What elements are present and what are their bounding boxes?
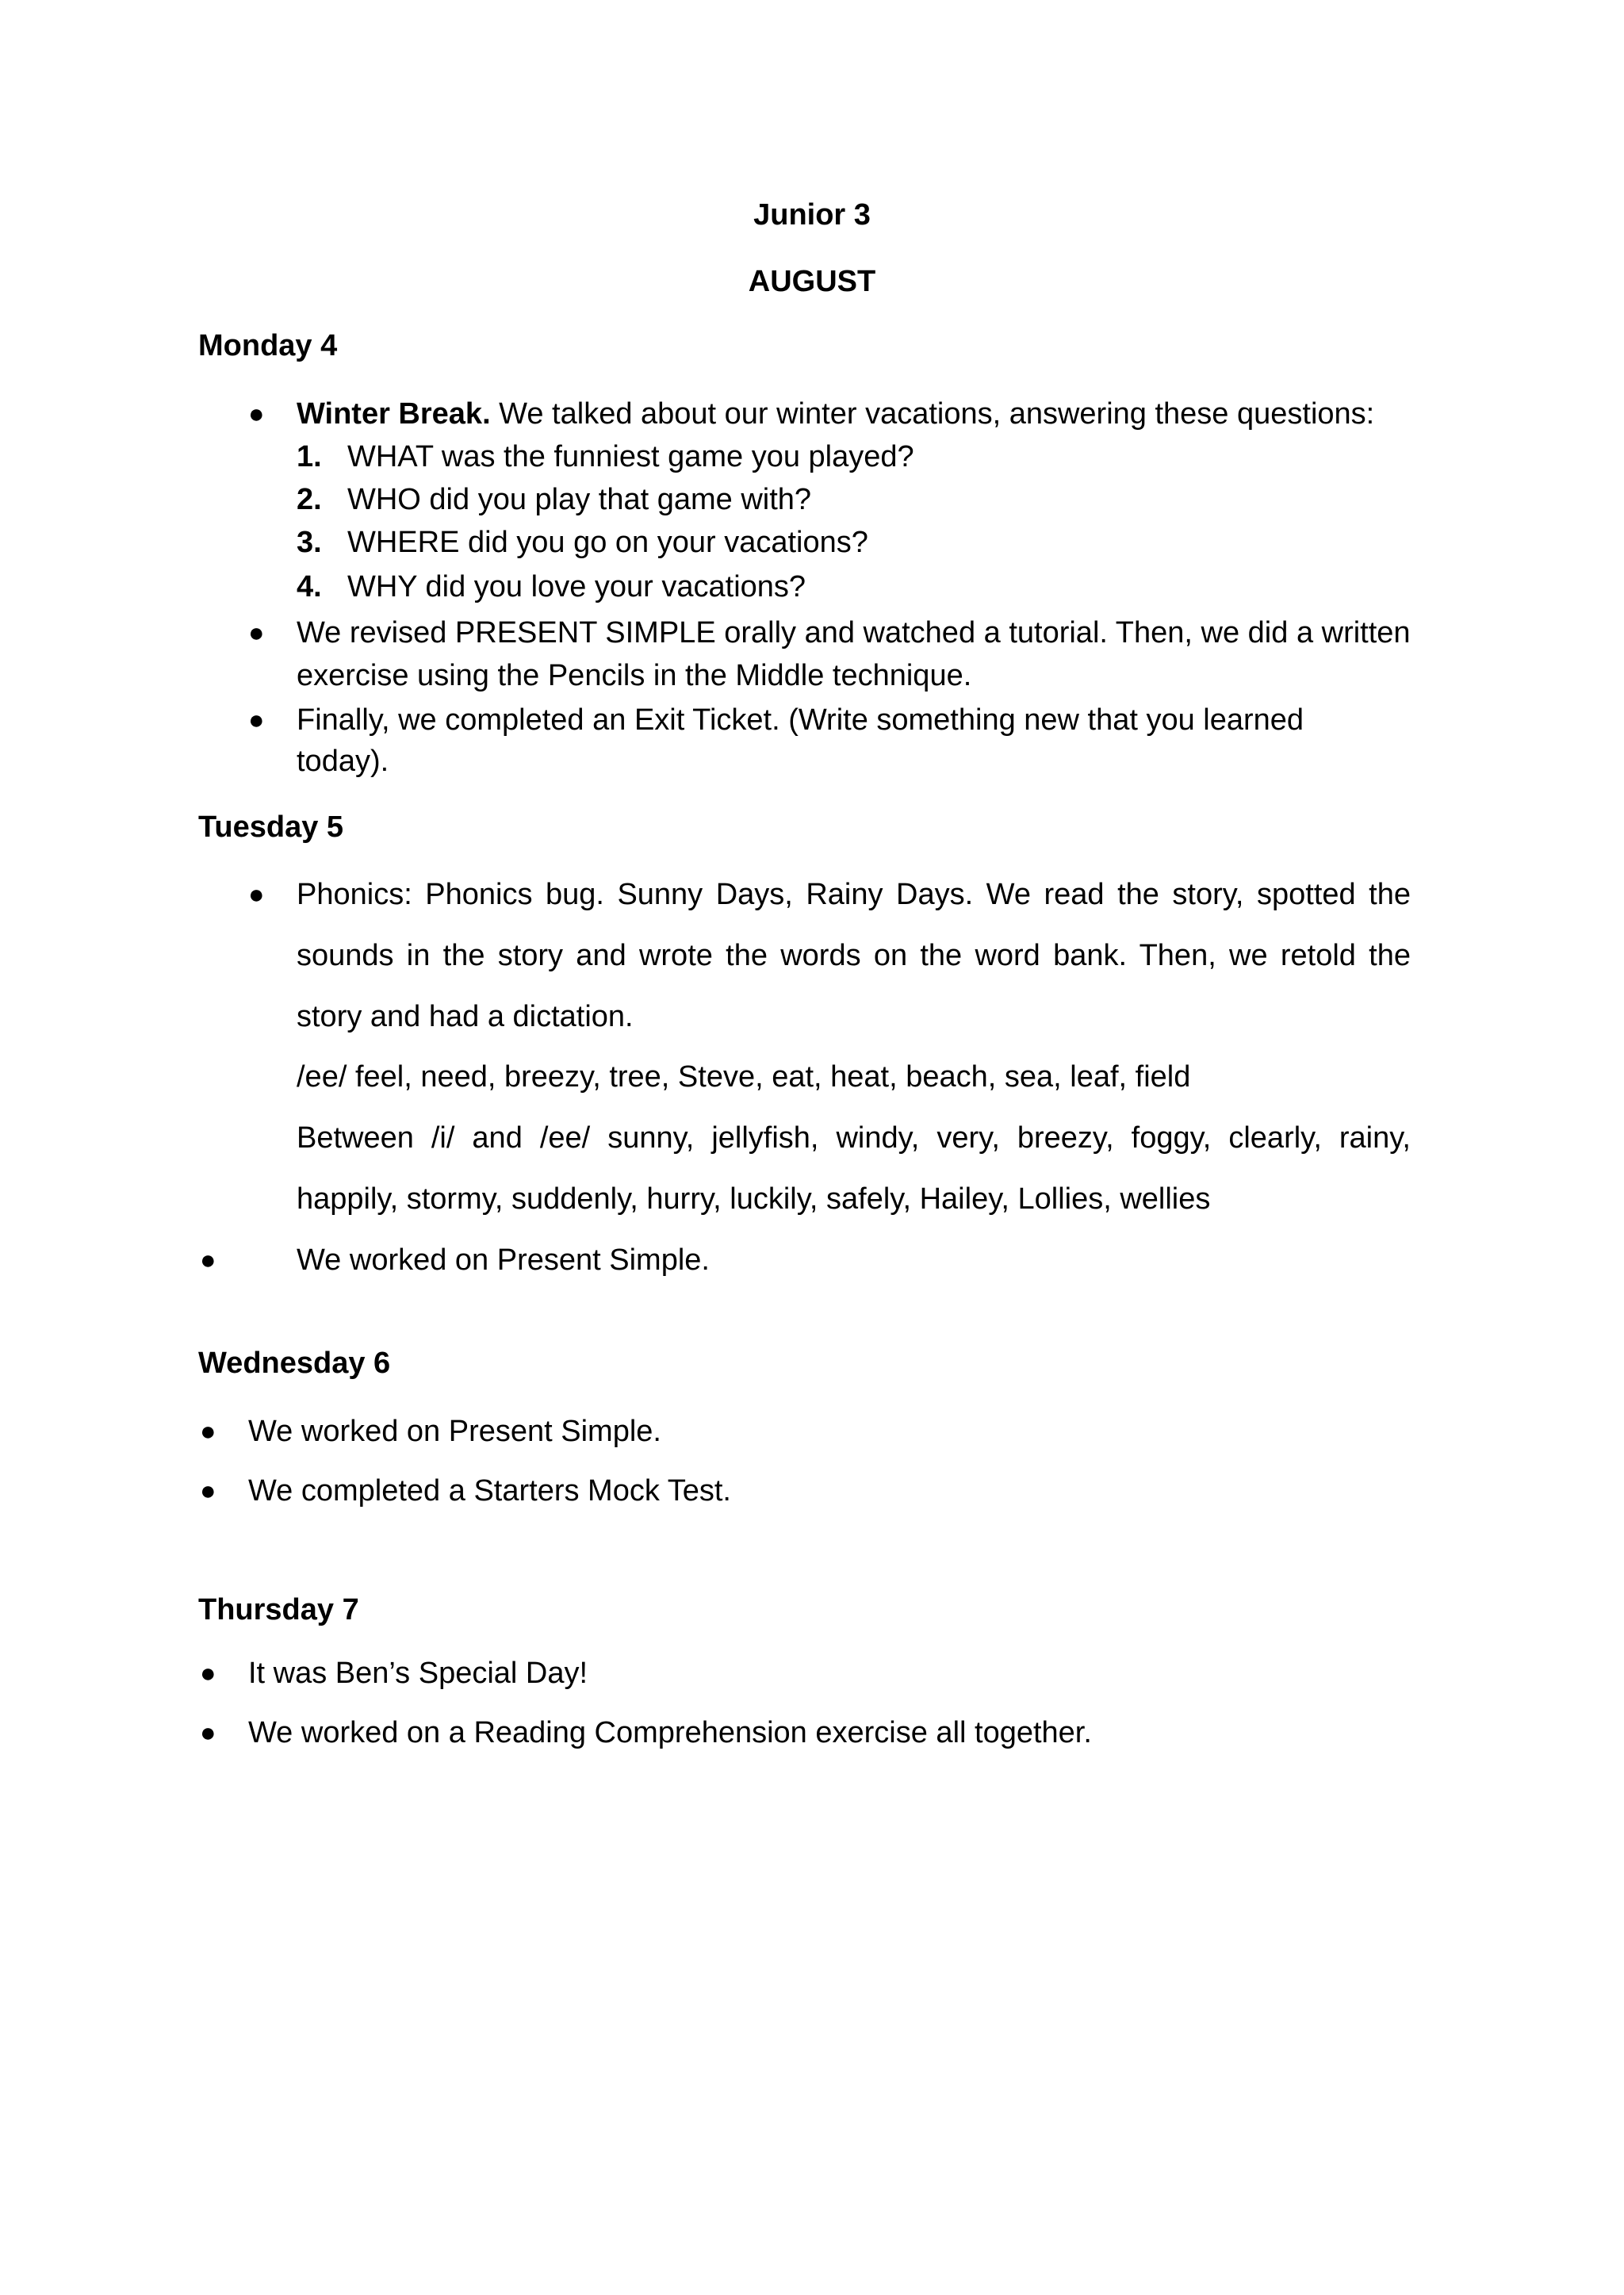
day-heading-thursday: Thursday 7 [198,1593,359,1626]
question-text: WHAT was the funniest game you played? [347,440,914,473]
winter-break-text: We talked about our winter vacations, answering these questions: [490,397,1375,431]
document-month: AUGUST [748,265,876,298]
question-number: 1. [297,440,322,473]
tuesday-between-line1: Between /i/ and /ee/ sunny, jellyfish, windy, very, breezy, foggy, clearly, rainy, [297,1121,1411,1155]
tuesday-ee-words: /ee/ feel, need, breezy, tree, Steve, eat, heat, beach, sea, leaf, field [297,1060,1191,1094]
bullet: ● [200,1245,216,1275]
question-number: 4. [297,570,322,603]
thursday-item-special-day: It was Ben’s Special Day! [248,1657,588,1690]
bullet: ● [248,618,265,648]
monday-item-present-simple-line2: exercise using the Pencils in the Middle technique. [297,659,972,692]
tuesday-item-present-simple: We worked on Present Simple. [297,1243,710,1277]
monday-item-present-simple-line1: We revised PRESENT SIMPLE orally and watched a tutorial. Then, we did a written [297,616,1411,649]
monday-item-exit-ticket-line1: Finally, we completed an Exit Ticket. (Write something new that you learned [297,703,1304,737]
monday-item-winter-break [297,396,1374,432]
question-text: WHY did you love your vacations? [347,570,806,603]
question-text: WHERE did you go on your vacations? [347,526,868,559]
tuesday-phonics-line1: Phonics: Phonics bug. Sunny Days, Rainy Days. We read the story, spotted the [297,878,1411,911]
day-heading-monday: Monday 4 [198,329,338,362]
bullet: ● [200,1416,216,1446]
question-number: 3. [297,526,322,559]
bullet: ● [248,399,265,429]
thursday-item-reading: We worked on a Reading Comprehension exercise all together. [248,1716,1092,1749]
document-title: Junior 3 [753,198,871,232]
winter-break-label: Winter Break. [297,397,491,431]
wednesday-item-mock-test: We completed a Starters Mock Test. [248,1474,731,1508]
bullet: ● [200,1658,216,1688]
tuesday-phonics-line3: story and had a dictation. [297,1000,634,1033]
bullet: ● [248,705,265,735]
tuesday-between-line2: happily, stormy, suddenly, hurry, luckily, safely, Hailey, Lollies, wellies [297,1182,1211,1216]
day-heading-tuesday: Tuesday 5 [198,810,344,844]
day-heading-wednesday: Wednesday 6 [198,1347,391,1380]
bullet: ● [248,879,265,910]
bullet: ● [200,1718,216,1748]
wednesday-item-present-simple: We worked on Present Simple. [248,1415,661,1448]
question-number: 2. [297,483,322,516]
tuesday-phonics-line2: sounds in the story and wrote the words on the word bank. Then, we retold the [297,939,1411,972]
bullet: ● [200,1476,216,1506]
question-text: WHO did you play that game with? [347,483,812,516]
monday-item-exit-ticket-line2: today). [297,745,389,778]
